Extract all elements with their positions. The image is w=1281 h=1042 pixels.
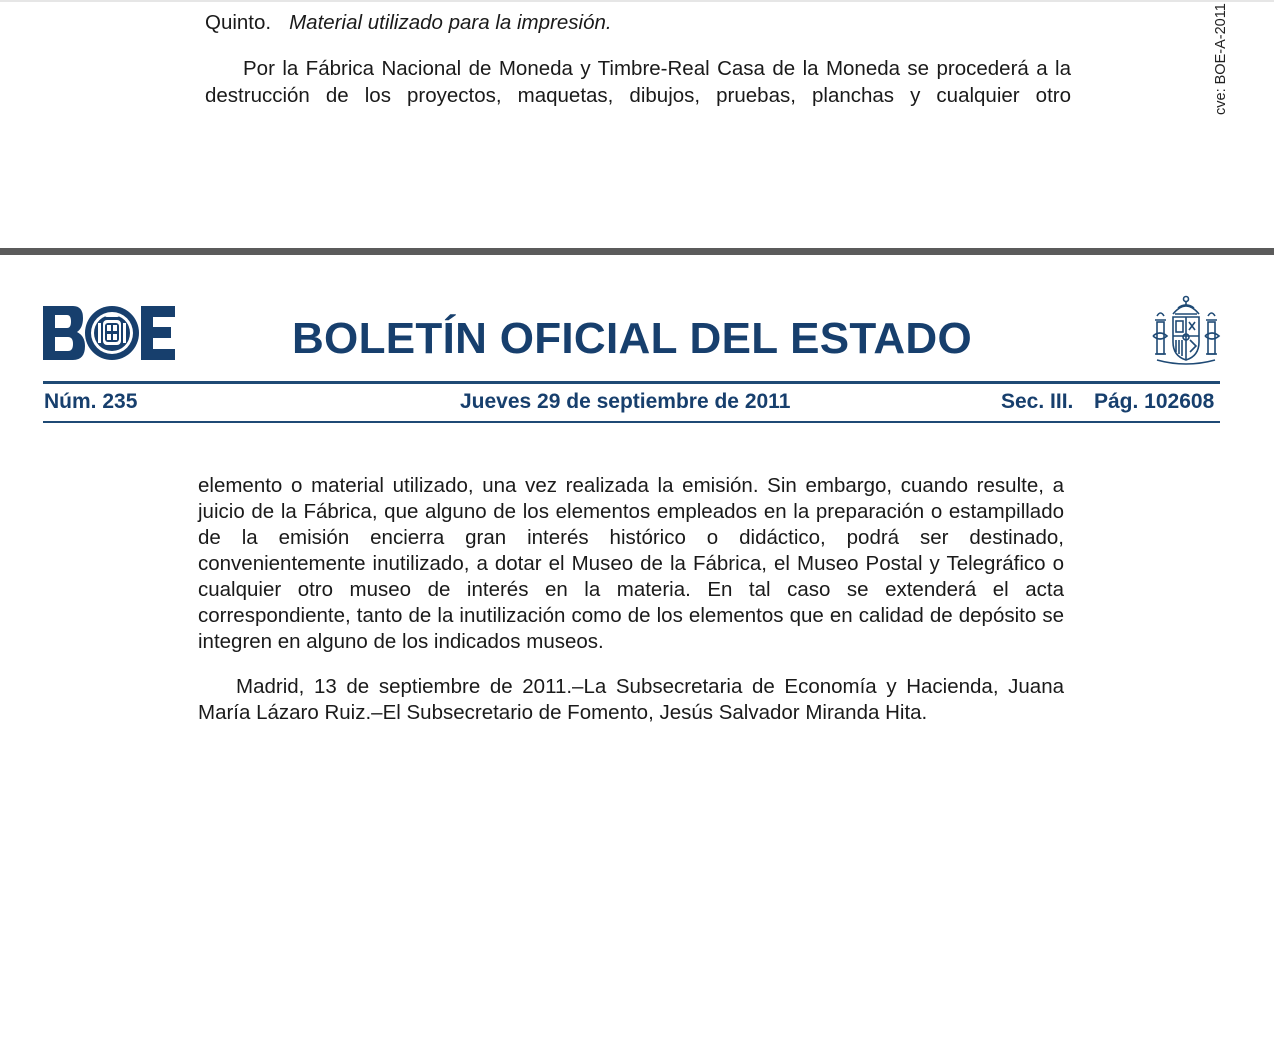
signature-paragraph: Madrid, 13 de septiembre de 2011.–La Subsecretaria de Economía y Hacienda, Juana María Lázaro Ruiz.–El Subsecretario de Fomento, Jesús Salvador Miranda Hita.	[198, 675, 1064, 724]
section-number: Sec. III.	[1001, 390, 1074, 413]
viewer-margin	[1274, 0, 1281, 1042]
cve-identifier: cve: BOE-A-2011	[1213, 3, 1229, 115]
section-heading: Material utilizado para la impresión.	[289, 11, 612, 34]
body-paragraph: elemento o material utilizado, una vez realizada la emisión. Sin embargo, cuando resulte, a juicio de la Fábrica, que alguno de los elementos empleados en la preparación o estampillado de la emisión encierra gran interés histórico o didáctico, podrá ser destinado, convenientemente inutilizado, a dotar el Museo de la Fábrica, el Museo Postal y Telegráfico o cualquier otro museo de interés en la materia. En tal caso se extenderá el acta correspondiente, tanto de la inutilización como de los elementos que en calidad de depósito se integren en alguno de los indicados museos.	[198, 474, 1064, 653]
publication-date: Jueves 29 de septiembre de 2011	[460, 390, 791, 413]
body-text	[198, 473, 1064, 745]
section-label: Quinto.	[205, 11, 272, 34]
bulletin-number: Núm. 235	[44, 390, 138, 413]
header-rule-top	[43, 381, 1220, 384]
previous-page-paragraph: Por la Fábrica Nacional de Moneda y Timbre-Real Casa de la Moneda se procederá a la destrucción de los proyectos, maquetas, dibujos, pruebas, planchas y cualquier otro	[205, 57, 1071, 107]
header-rule-bottom	[43, 421, 1220, 423]
masthead-title: BOLETÍN OFICIAL DEL ESTADO	[291, 314, 973, 363]
previous-page-fragment	[0, 0, 1274, 248]
boe-logo	[43, 306, 175, 360]
current-page	[0, 255, 1274, 1042]
page-separator	[0, 248, 1274, 255]
section-quinto	[205, 11, 612, 35]
spanish-coat-of-arms-icon	[1151, 294, 1221, 368]
page-number: Pág. 102608	[1094, 390, 1215, 413]
